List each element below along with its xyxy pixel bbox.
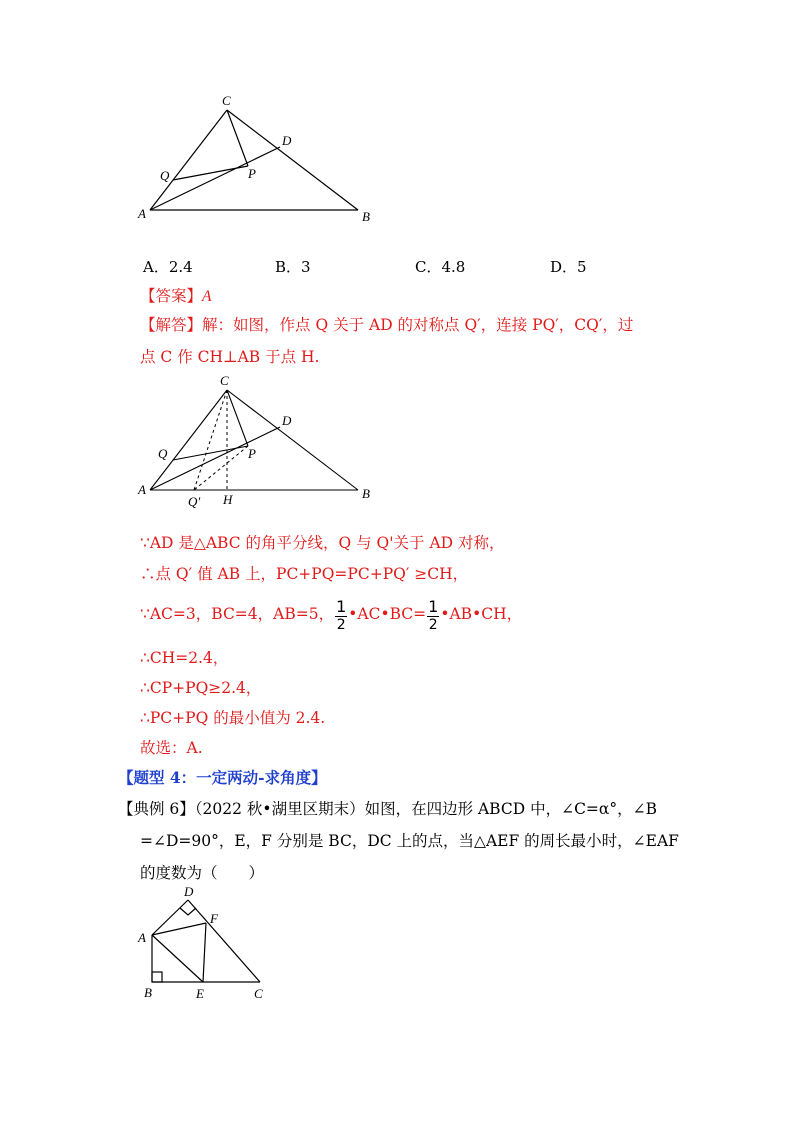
label-B: B: [362, 209, 370, 224]
label-E: E: [196, 986, 204, 1001]
step-1: ∵AD 是△ABC 的角平分线，Q 与 Q'关于 AD 对称，: [140, 534, 505, 552]
example-line-1: 【典例 6】（2022 秋•湖里区期末）如图，在四边形 ABCD 中，∠C=α°，∠B: [118, 800, 658, 818]
label-D: D: [282, 413, 292, 428]
label-B: B: [144, 985, 152, 1000]
step-3: ∵AC=3，BC=4，AB=5， $\frac{1}{2}$ •AC•BC= $\frac{1}{2}$ •AB•CH，: [140, 596, 523, 633]
label-Q: Q: [158, 446, 168, 461]
step-4: ∴CH=2.4，: [140, 649, 229, 667]
label-A: A: [138, 206, 146, 221]
label-C: C: [254, 986, 263, 1001]
label-D: D: [184, 885, 194, 899]
example-line-2: =∠D=90°，E，F 分别是 BC，DC 上的点，当△AEF 的周长最小时，∠EAF: [140, 832, 679, 850]
answer-line: 【答案】A: [140, 287, 212, 305]
label-B: B: [362, 486, 370, 501]
label-D: D: [282, 133, 292, 148]
analysis-line-2: 点 C 作 CH⊥AB 于点 H.: [140, 348, 320, 366]
option-b[interactable]: B．3: [275, 258, 311, 276]
figure-quadrilateral: [130, 885, 290, 1014]
step-6: ∴PC+PQ 的最小值为 2.4.: [140, 709, 326, 727]
label-A: A: [138, 482, 146, 497]
label-A: A: [138, 930, 146, 945]
example-line-3: 的度数为（ ）: [140, 864, 265, 882]
step-5: ∴CP+PQ≥2.4，: [140, 679, 262, 697]
label-Q: Q: [160, 168, 170, 183]
fraction-half: $\frac{1}{2}$: [336, 596, 347, 633]
label-P: P: [248, 446, 256, 461]
option-c[interactable]: C．4.8: [415, 258, 466, 276]
analysis-line-1: 【解答】解：如图，作点 Q 关于 AD 的对称点 Q′，连接 PQ′，CQ′，过: [140, 316, 634, 334]
step-7: 故选：A.: [140, 739, 203, 757]
figure-triangle-2: [130, 370, 380, 514]
label-F: F: [210, 911, 218, 926]
label-C: C: [220, 373, 229, 388]
figure-triangle-1: [130, 90, 380, 234]
option-d[interactable]: D．5: [550, 258, 587, 276]
fraction-half: $\frac{1}{2}$: [428, 596, 439, 633]
section-heading: 【题型 4：一定两动-求角度】: [118, 768, 327, 787]
label-Q-prime: Q′: [188, 494, 201, 509]
step-2: ∴点 Q′ 值 AB 上，PC+PQ=PC+PQ′ ≥CH，: [140, 565, 469, 583]
label-H: H: [223, 492, 233, 507]
label-C: C: [222, 93, 231, 108]
option-a[interactable]: A．2.4: [143, 258, 193, 276]
label-P: P: [248, 166, 256, 181]
